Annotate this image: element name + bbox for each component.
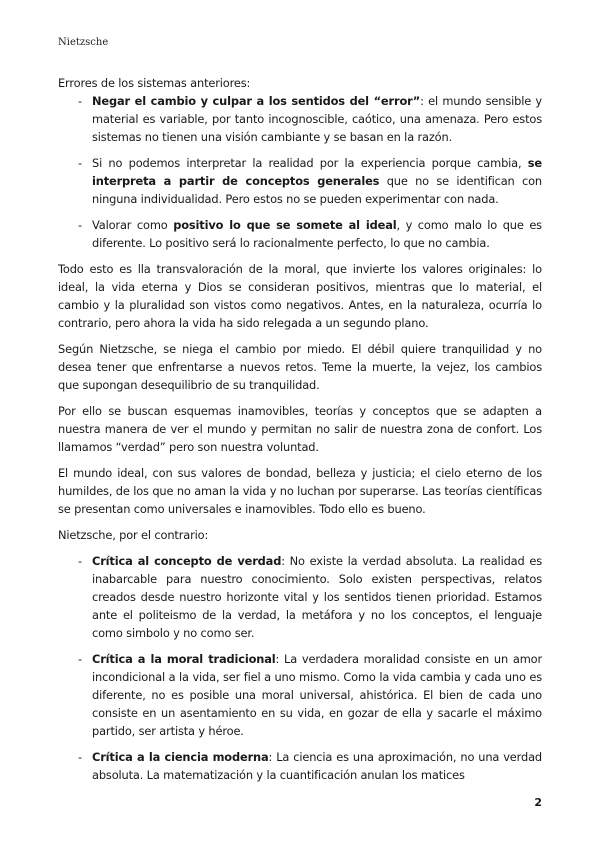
paragraph: Todo esto es lla transvaloración de la moral, que invierte los valores originales: lo ideal, la vida eterna y Dios se consideran positivos, mientras que lo material, el cambio y la pluralidad son vistos como negativos. Antes, en la naturaleza, ocurría lo contrario, pero ahora la vida ha sido relegada a un segundo plano. [58, 262, 542, 330]
paragraph: Según Nietzsche, se niega el cambio por miedo. El débil quiere tranquilidad y no desea tener que enfrentarse a nuevos retos. Teme la muerte, la vejez, los cambios que supongan desequilibrio de su tranquilidad. [58, 342, 542, 392]
bold-term: se interpreta a partir de conceptos generales [92, 156, 542, 188]
bullet-dash: - [78, 94, 82, 108]
bullet-dash: - [78, 156, 82, 170]
section-intro-errors: Errores de los sistemas anteriores: [58, 76, 251, 90]
bold-term: Crítica a la ciencia moderna [92, 750, 269, 764]
paragraph: Por ello se buscan esquemas inamovibles, teorías y conceptos que se adapten a nuestra manera de ver el mundo y permitan no salir de nuestra zona de confort. Los llamamos “verdad” pero son nuestra voluntad. [58, 404, 542, 454]
critiques-list [58, 552, 542, 784]
bullet-dash: - [78, 218, 82, 232]
paragraph: El mundo ideal, con sus valores de bondad, belleza y justicia; el cielo eterno de los humildes, de los que no aman la vida y no luchan por superarse. Las teorías científicas se presentan como universales e inamovibles. Todo ello es bueno. [58, 466, 542, 516]
page-number: 2 [534, 796, 542, 809]
bold-term: Negar el cambio y culpar a los sentidos del “error” [92, 94, 421, 108]
bold-term: Crítica al concepto de verdad [92, 554, 282, 568]
list-item: - Negar el cambio y culpar a los sentidos del “error”: el mundo sensible y material es variable, por tanto incognoscible, caótico, una amenaza. Pero estos sistemas no tienen una visión cambiante y se basan en la razón. [78, 94, 543, 144]
running-header: Nietzsche [58, 37, 109, 48]
bullet-dash: - [78, 554, 82, 568]
list-item: - Crítica al concepto de verdad: No existe la verdad absoluta. La realidad es inabarcable para nuestro conocimiento. Solo existen perspectivas, relatos creados desde nuestro horizonte vital y los sentidos tienen prioridad. Estamos ante el politeismo de la verdad, la metáfora y no los conceptos, el lenguaje como simbolo y no como ser. [78, 554, 542, 640]
bullet-dash: - [78, 750, 82, 764]
list-item: - Valorar como positivo lo que se somete al ideal, y como malo lo que es diferente. Lo positivo será lo racionalmente perfecto, lo que no cambia. [78, 218, 542, 250]
errors-list [58, 92, 542, 252]
list-item: - Crítica a la ciencia moderna: La ciencia es una aproximación, no una verdad absoluta. La matematización y la cuantificación anulan los matices [78, 750, 542, 782]
list-item: - Si no podemos interpretar la realidad por la experiencia porque cambia, se interpreta a partir de conceptos generales que no se identifican con ninguna individualidad. Pero estos no se pueden experimentar con nada. [78, 156, 542, 206]
bold-term: Crítica a la moral tradicional [92, 652, 276, 666]
section-intro-contrary: Nietzsche, por el contrario: [58, 528, 209, 542]
bold-term: positivo lo que se somete al ideal [173, 218, 397, 232]
bullet-dash: - [78, 652, 82, 666]
list-item: - Crítica a la moral tradicional: La verdadera moralidad consiste en un amor incondicional a la vida, ser fiel a uno mismo. Como la vida cambia y cada uno es diferente, no es posible una moral universal, ahistórica. El bien de cada uno consiste en un asentamiento en su vida, en gozar de ella y sacarle el máximo partido, ser artista y héroe. [78, 652, 542, 738]
document-body [58, 74, 542, 792]
